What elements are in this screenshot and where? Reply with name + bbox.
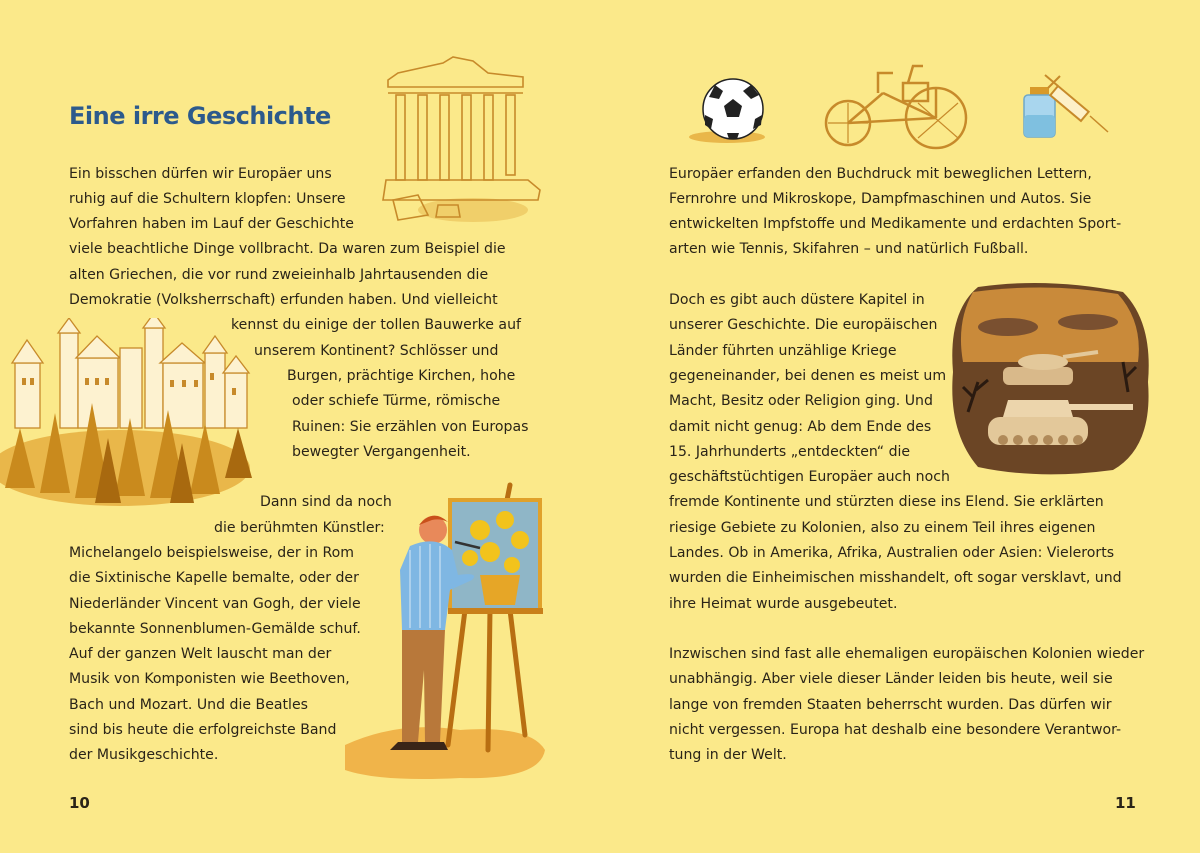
text-line: Michelangelo beispielsweise, der in Rom <box>69 545 355 561</box>
text-line: Auf der ganzen Welt lauscht man der <box>69 646 332 662</box>
text-line: Fernrohre und Mikroskope, Dampfmaschinen und Autos. Sie <box>669 191 1092 207</box>
castle-illustration <box>0 318 268 508</box>
text-line: sind bis heute die erfolgreichste Band <box>69 722 337 738</box>
text-line: Ein bisschen dürfen wir Europäer uns <box>69 166 332 182</box>
text-line: arten wie Tennis, Skifahren – und natürlich Fußball. <box>669 241 1029 257</box>
text-line: lange von fremden Staaten beherrscht wurden. Das dürfen wir <box>669 697 1112 713</box>
text-line: riesige Gebiete zu Kolonien, also zu einem Teil ihres eigenen <box>669 520 1096 536</box>
text-line: bekannte Sonnenblumen-Gemälde schuf. <box>69 621 361 637</box>
text-line: Landes. Ob in Amerika, Afrika, Australien oder Asien: Vielerorts <box>669 545 1115 561</box>
page-number-left: 10 <box>69 794 90 812</box>
motor-car-illustration <box>823 58 973 153</box>
text-line: fremde Kontinente und stürzten diese ins Elend. Sie erklärten <box>669 494 1104 510</box>
text-line: Ruinen: Sie erzählen von Europas <box>292 419 529 435</box>
page-number-right: 11 <box>1115 794 1136 812</box>
text-line: Bach und Mozart. Und die Beatles <box>69 697 308 713</box>
greek-temple-illustration <box>378 55 543 225</box>
text-line: Musik von Komponisten wie Beethoven, <box>69 671 350 687</box>
text-line: alten Griechen, die vor rund zweieinhalb Jahrtausenden die <box>69 267 489 283</box>
text-line: oder schiefe Türme, römische <box>292 393 501 409</box>
syringe-icon <box>1040 70 1115 140</box>
text-line: ruhig auf die Schultern klopfen: Unsere <box>69 191 346 207</box>
text-line: Doch es gibt auch düstere Kapitel in <box>669 292 925 308</box>
text-line: Burgen, prächtige Kirchen, hohe <box>287 368 516 384</box>
text-line: Inzwischen sind fast alle ehemaligen europäischen Kolonien wieder <box>669 646 1145 662</box>
war-tanks-illustration <box>948 282 1153 477</box>
text-line: kennst du einige der tollen Bauwerke auf <box>231 317 521 333</box>
text-line: die berühmten Künstler: <box>214 520 385 536</box>
text-line: unserer Geschichte. Die europäischen <box>669 317 938 333</box>
text-line: Dann sind da noch <box>260 494 392 510</box>
page-title: Eine irre Geschichte <box>69 102 331 130</box>
right-page <box>600 0 1200 853</box>
text-line: tung in der Welt. <box>669 747 787 763</box>
text-line: Vorfahren haben im Lauf der Geschichte <box>69 216 354 232</box>
text-line: Demokratie (Volksherrschaft) erfunden haben. Und vielleicht <box>69 292 498 308</box>
text-line: Europäer erfanden den Buchdruck mit beweglichen Lettern, <box>669 166 1092 182</box>
text-line: damit nicht genug: Ab dem Ende des <box>669 419 932 435</box>
text-line: viele beachtliche Dinge vollbracht. Da waren zum Beispiel die <box>69 241 506 257</box>
football-icon <box>685 75 770 145</box>
text-line: die Sixtinische Kapelle bemalte, oder der <box>69 570 359 586</box>
text-line: Länder führten unzählige Kriege <box>669 343 897 359</box>
text-line: der Musikgeschichte. <box>69 747 219 763</box>
text-line: nicht vergessen. Europa hat deshalb eine besondere Verantwor- <box>669 722 1122 738</box>
text-line: unserem Kontinent? Schlösser und <box>254 343 499 359</box>
text-line: geschäftstüchtigen Europäer auch noch <box>669 469 950 485</box>
text-line: wurden die Einheimischen misshandelt, oft sogar versklavt, und <box>669 570 1122 586</box>
text-line: 15. Jahrhunderts „entdeckten“ die <box>669 444 911 460</box>
text-line: unabhängig. Aber viele dieser Länder leiden bis heute, weil sie <box>669 671 1113 687</box>
text-line: gegeneinander, bei denen es meist um <box>669 368 947 384</box>
text-line: Macht, Besitz oder Religion ging. Und <box>669 393 933 409</box>
text-line: bewegter Vergangenheit. <box>292 444 471 460</box>
text-line: entwickelten Impfstoffe und Medikamente und erdachten Sport- <box>669 216 1122 232</box>
text-line: Niederländer Vincent van Gogh, der viele <box>69 596 361 612</box>
text-line: ihre Heimat wurde ausgebeutet. <box>669 596 898 612</box>
